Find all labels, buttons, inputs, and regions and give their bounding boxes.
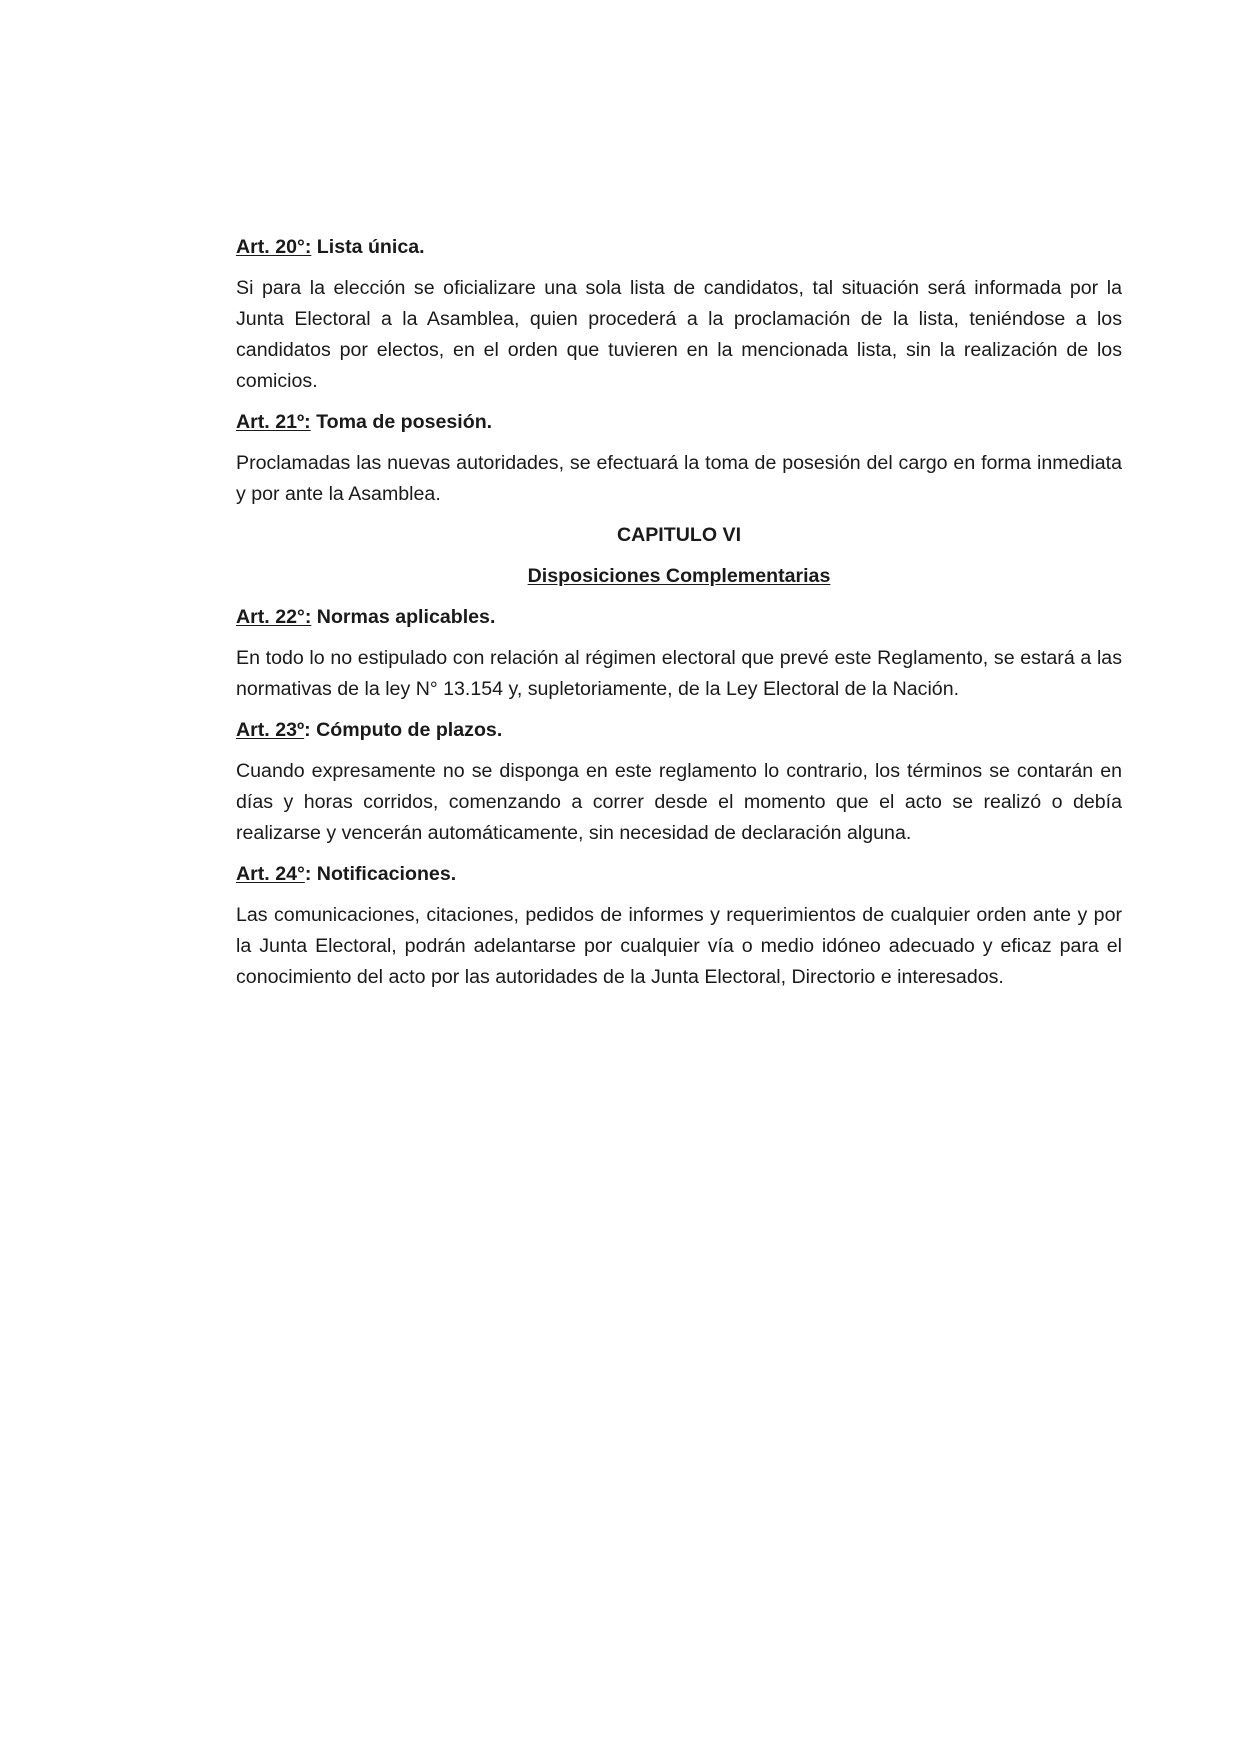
document-page (236, 232, 1122, 1003)
article-20-heading (236, 232, 1122, 263)
article-24-number: Art. 24° (236, 863, 305, 885)
article-23-heading (236, 715, 1122, 746)
article-24-separator: : (304, 863, 312, 885)
article-21-heading (236, 407, 1122, 438)
article-20-title: Lista única. (311, 236, 425, 258)
article-24-title: Notificaciones. (311, 863, 457, 885)
article-23-body: Cuando expresamente no se disponga en este reglamento lo contrario, los términos se contarán en días y horas corridos, comenzando a correr desde el momento que el acto se realizó o debía realizarse y vencerán automáticamente, sin necesidad de declaración alguna. (236, 760, 1122, 844)
article-22-title: Normas aplicables. (311, 606, 496, 628)
article-21-title: Toma de posesión. (310, 411, 493, 433)
article-21-number: Art. 21º: (236, 411, 311, 433)
article-20-number: Art. 20°: (236, 236, 312, 258)
article-24-heading (236, 859, 1122, 890)
article-24-body: Las comunicaciones, citaciones, pedidos de informes y requerimientos de cualquier orden ante y por la Junta Electoral, podrán adelantarse por cualquier vía o medio idóneo adecuado y eficaz para el conocimiento del acto por las autoridades de la Junta Electoral, Directorio e interesados. (236, 904, 1122, 988)
chapter-title: CAPITULO VI (616, 524, 742, 546)
article-23-title: Cómputo de plazos. (310, 719, 503, 741)
article-22-heading (236, 602, 1122, 633)
article-21-body: Proclamadas las nuevas autoridades, se efectuará la toma de posesión del cargo en forma inmediata y por ante la Asamblea. (236, 452, 1122, 505)
article-22-body: En todo lo no estipulado con relación al régimen electoral que prevé este Reglamento, se estará a las normativas de la ley N° 13.154 y, supletoriamente, de la Ley Electoral de la Nación. (236, 647, 1122, 700)
article-23-number: Art. 23º (236, 719, 305, 741)
chapter-subtitle: Disposiciones Complementarias (527, 565, 831, 587)
article-20-body: Si para la elección se oficializare una sola lista de candidatos, tal situación será informada por la Junta Electoral a la Asamblea, quien procederá a la proclamación de la lista, teniéndose a los candidatos por electos, en el orden que tuvieren en la mencionada lista, sin la realización de los comicios. (236, 277, 1122, 392)
article-23-separator: : (304, 719, 311, 741)
article-22-number: Art. 22°: (236, 606, 312, 628)
